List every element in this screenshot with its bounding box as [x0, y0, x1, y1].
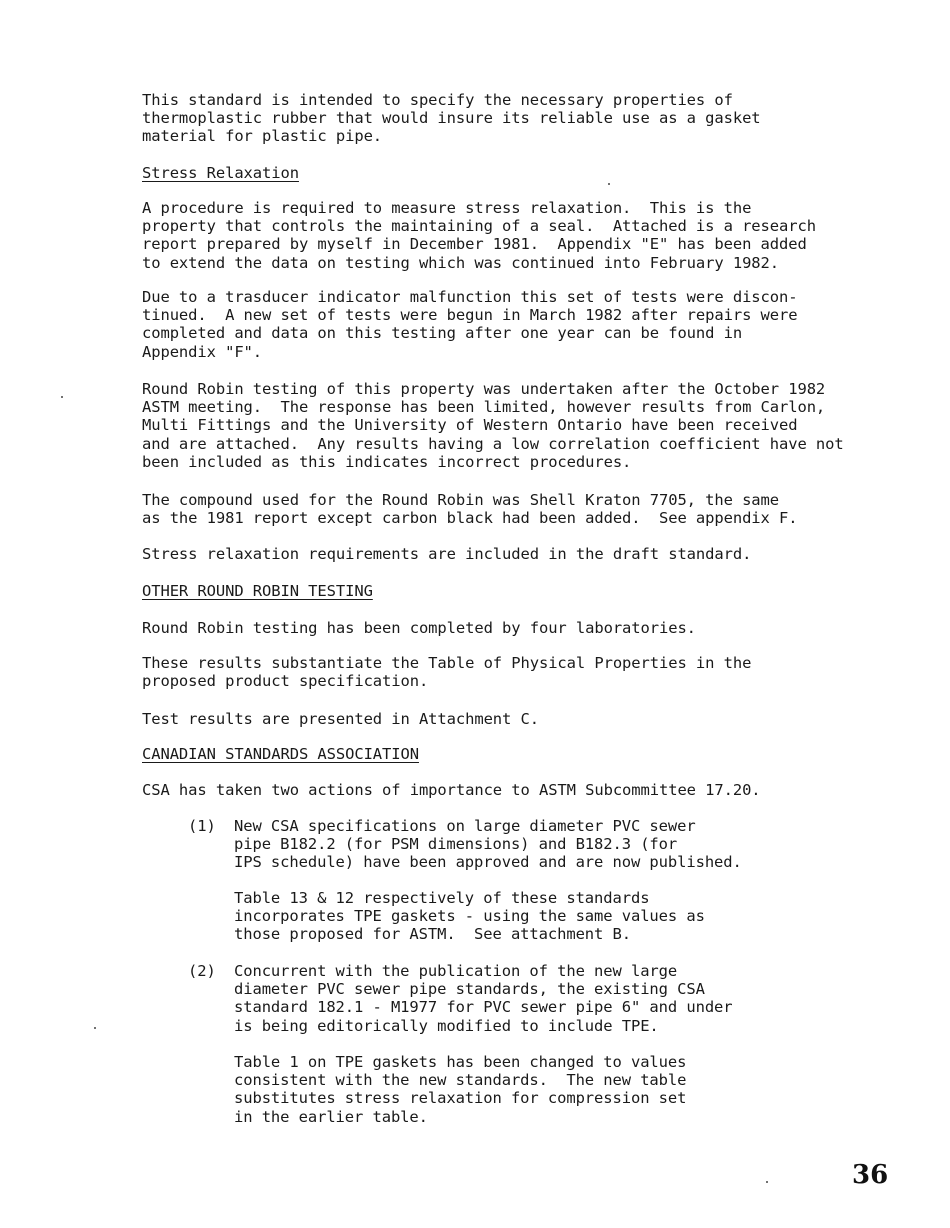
csa-item-2-number: (2) — [188, 962, 216, 980]
stress-relaxation-paragraph-4: The compound used for the Round Robin was Shell Kraton 7705, the same as the 1981 report except carbon black had been added. See appendix F. — [142, 491, 798, 528]
scan-speck — [766, 1181, 768, 1183]
other-round-robin-heading: OTHER ROUND ROBIN TESTING — [142, 582, 373, 600]
stress-relaxation-heading: Stress Relaxation — [142, 164, 299, 182]
stress-relaxation-paragraph-2: Due to a trasducer indicator malfunction this set of tests were discon- tinued. A new set of tests were begun in March 1982 after repairs were completed and data on this testing after one year can be found in Appendix "F". — [142, 288, 798, 361]
csa-item-1-followup: Table 13 & 12 respectively of these standards incorporates TPE gaskets - using the same values as those proposed for ASTM. See attachment B. — [234, 889, 705, 944]
csa-heading: CANADIAN STANDARDS ASSOCIATION — [142, 745, 419, 763]
scan-speck — [61, 396, 63, 398]
csa-item-2-followup: Table 1 on TPE gaskets has been changed to values consistent with the new standards. The new table substitutes stress relaxation for compression set in the earlier table. — [234, 1053, 687, 1126]
csa-item-2-text: Concurrent with the publication of the new large diameter PVC sewer pipe standards, the existing CSA standard 182.1 - M1977 for PVC sewer pipe 6" and under is being editorically modified to include TPE. — [234, 962, 733, 1035]
stress-relaxation-paragraph-3: Round Robin testing of this property was undertaken after the October 1982 ASTM meeting. The response has been limited, however results from Carlon, Multi Fittings and the University of Western Ontario have been received and are attached. Any results having a low correlation coefficient have not been included as this indicates incorrect procedures. — [142, 380, 844, 471]
csa-item-1-text: New CSA specifications on large diameter PVC sewer pipe B182.2 (for PSM dimensions) and B182.3 (for IPS schedule) have been approved and are now published. — [234, 817, 742, 872]
csa-item-1-number: (1) — [188, 817, 216, 835]
other-round-robin-paragraph-1: Round Robin testing has been completed by four laboratories. — [142, 619, 696, 637]
scan-speck — [608, 183, 610, 185]
csa-paragraph-1: CSA has taken two actions of importance to ASTM Subcommittee 17.20. — [142, 781, 761, 799]
stress-relaxation-paragraph-5: Stress relaxation requirements are included in the draft standard. — [142, 545, 752, 563]
other-round-robin-paragraph-3: Test results are presented in Attachment C. — [142, 710, 539, 728]
page-number: 36 — [852, 1160, 889, 1190]
other-round-robin-paragraph-2: These results substantiate the Table of Physical Properties in the proposed product specification. — [142, 654, 752, 691]
intro-paragraph: This standard is intended to specify the necessary properties of thermoplastic rubber that would insure its reliable use as a gasket material for plastic pipe. — [142, 91, 761, 146]
scan-speck — [94, 1027, 96, 1029]
stress-relaxation-paragraph-1: A procedure is required to measure stress relaxation. This is the property that controls the maintaining of a seal. Attached is a research report prepared by myself in December 1981. Appendix "E" has been added to extend the data on testing which was continued into February 1982. — [142, 199, 816, 272]
